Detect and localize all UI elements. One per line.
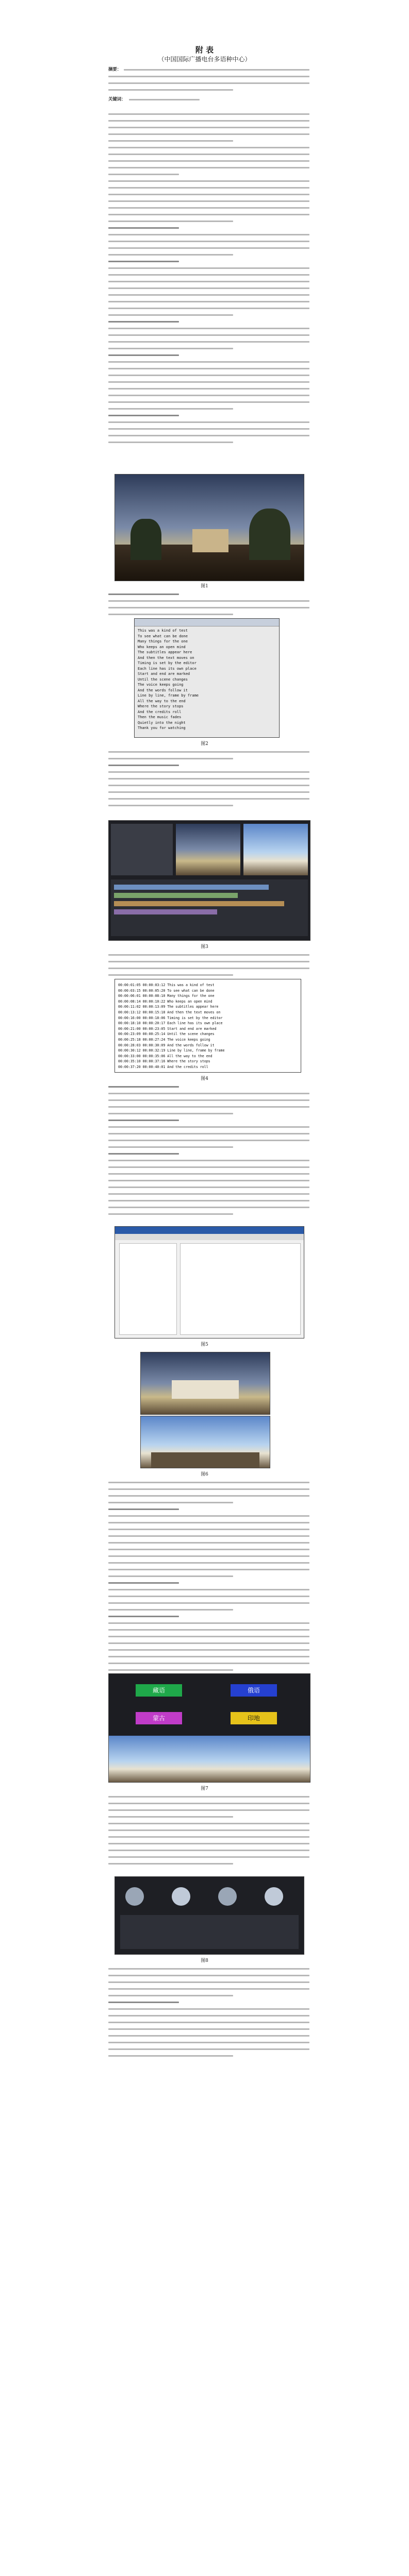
abstract-text xyxy=(108,69,309,96)
lang-button-2[interactable]: 俄语 xyxy=(231,1684,277,1697)
editor-line: Timing is set by the editor xyxy=(138,661,197,665)
section-6 xyxy=(108,1482,309,1676)
figure-3-editor-timeline xyxy=(108,820,310,941)
timecode-row: 00:00:30:12 00:00:32:19 Line by line, frame by frame xyxy=(118,1048,225,1053)
timecode-row: 00:00:03:15 00:00:05:20 To see what can be done xyxy=(118,988,215,993)
timecode-row: 00:00:08:14 00:00:10:22 Who keeps an open mind xyxy=(118,999,212,1004)
lang-button-4[interactable]: 印地 xyxy=(231,1712,277,1724)
page-title: 附 表 xyxy=(195,45,214,55)
timecode-row: 00:00:23:09 00:00:25:14 Until the scene changes xyxy=(118,1032,215,1037)
section-5 xyxy=(108,1086,309,1220)
figure-7-menu xyxy=(108,1673,310,1783)
figure-6-caption: 图6 xyxy=(201,1472,208,1477)
section-3 xyxy=(108,751,309,811)
timecode-row: 00:00:33:00 00:00:35:06 All the way to the end xyxy=(118,1054,212,1058)
editor-line: This was a kind of test xyxy=(138,629,188,633)
figure-4-timecode-list xyxy=(114,979,301,1073)
editor-text-area xyxy=(138,628,275,731)
editor-line: And the credits roll xyxy=(138,709,182,714)
figure-3-caption: 图3 xyxy=(201,944,208,950)
timecode-row: 00:00:01:05 00:00:03:12 This was a kind of test xyxy=(118,983,215,987)
timecode-row: 00:00:13:12 00:00:15:18 And then the text moves on xyxy=(118,1010,221,1014)
editor-line: Quietly into the night xyxy=(138,720,186,725)
section-7 xyxy=(108,1796,309,1870)
figure-7-caption: 图7 xyxy=(201,1786,208,1791)
figure-8-caption: 图8 xyxy=(201,1958,208,1963)
editor-line: Many things for the one xyxy=(138,639,188,643)
figure-1-image xyxy=(114,474,304,581)
figure-8-authoring-tool xyxy=(114,1876,304,1955)
timecode-row: 00:00:16:00 00:00:18:06 Timing is set by the editor xyxy=(118,1015,223,1020)
editor-line: Start and end are marked xyxy=(138,672,190,676)
figure-1-caption: 图1 xyxy=(201,584,208,589)
editor-line: Line by line, frame by frame xyxy=(138,693,199,698)
timecode-row: 00:00:28:03 00:00:30:09 And the words follow it xyxy=(118,1043,215,1047)
timecode-row: 00:00:06:01 00:00:08:10 Many things for the one xyxy=(118,994,215,998)
timecode-row: 00:00:21:00 00:00:23:05 Start and end are marked xyxy=(118,1026,217,1031)
figure-2-caption: 图2 xyxy=(201,741,208,747)
editor-line: And the words follow it xyxy=(138,688,188,692)
section-8 xyxy=(108,1968,309,2062)
figure-5-caption: 图5 xyxy=(201,1342,208,1347)
section-2 xyxy=(108,594,309,620)
timecode-row: 00:00:18:10 00:00:20:17 Each line has its own place xyxy=(118,1021,223,1026)
figure-6-frame-bottom xyxy=(140,1416,270,1468)
page-subtitle: （中国国际广播电台多语种中心） xyxy=(158,56,251,63)
editor-line: To see what can be done xyxy=(138,634,188,638)
timecode-row: 00:00:37:20 00:00:40:01 And the credits roll xyxy=(118,1064,208,1069)
timecode-row: 00:00:11:02 00:00:13:09 The subtitles appear here xyxy=(118,1005,219,1009)
editor-line: Who keeps an open mind xyxy=(138,645,186,649)
editor-line: Each line has its own place xyxy=(138,666,197,671)
lang-button-1[interactable]: 藏语 xyxy=(136,1684,182,1697)
editor-line: The voice keeps going xyxy=(138,683,184,687)
timecode-rows xyxy=(118,982,299,1070)
keywords-label: 关键词： xyxy=(108,96,126,101)
figure-4-caption: 图4 xyxy=(201,1076,208,1081)
keywords-text xyxy=(108,99,309,106)
editor-line: Until the scene changes xyxy=(138,677,188,682)
editor-line: Then the music fades xyxy=(138,715,182,719)
lang-button-3[interactable]: 蒙古 xyxy=(136,1712,182,1724)
editor-line: Where the story stops xyxy=(138,704,184,708)
editor-line: The subtitles appear here xyxy=(138,650,192,654)
timecode-row: 00:00:25:18 00:00:27:24 The voice keeps going xyxy=(118,1037,210,1042)
intro-section xyxy=(108,113,309,448)
figure-5-software-window xyxy=(114,1226,304,1338)
figure-2-editor xyxy=(134,618,280,738)
timecode-row: 00:00:35:10 00:00:37:16 Where the story stops xyxy=(118,1059,210,1064)
figure-6-frame-top xyxy=(140,1352,270,1415)
editor-line: All the way to the end xyxy=(138,699,186,703)
editor-line: And then the text moves on xyxy=(138,655,194,660)
section-4 xyxy=(108,954,309,981)
abstract-label: 摘要： xyxy=(108,66,122,72)
editor-line: Thank you for watching xyxy=(138,726,186,730)
